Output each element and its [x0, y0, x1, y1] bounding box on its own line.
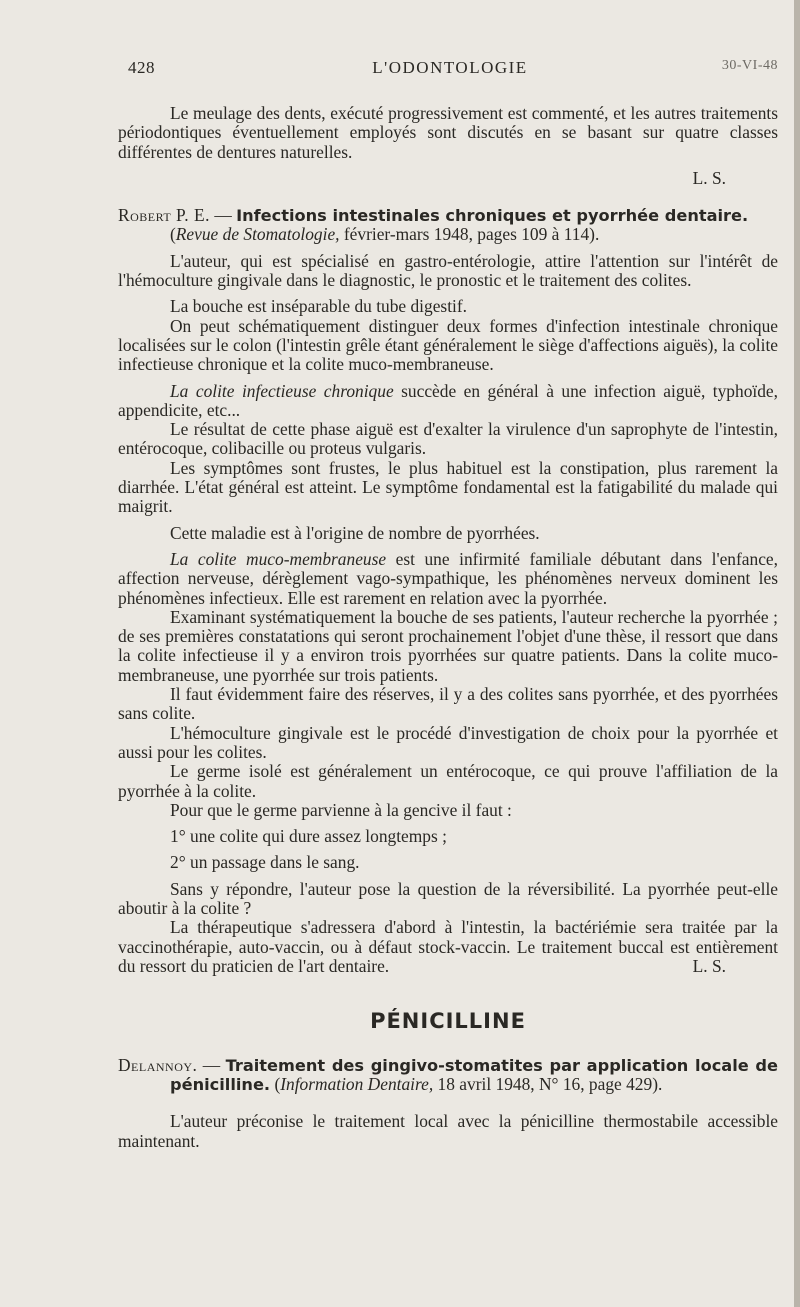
review2-paragraph: Il faut évidemment faire des réserves, il y a des colites sans pyorrhée, et des pyorrhées sans colite. — [118, 684, 778, 724]
review2-paragraph: Le résultat de cette phase aiguë est d'exalter la virulence d'un saprophyte de l'intestin, entérocoque, colibacille ou proteus vulgaris. — [118, 419, 778, 459]
paragraph-text: succède en général à une infection aiguë, typhoïde, appendicite, etc... — [118, 380, 778, 420]
review3-citation — [118, 1056, 778, 1095]
review2-author: Robert P. E. — [118, 205, 210, 226]
review2-paragraph: Sans y répondre, l'auteur pose la question de la réversibilité. La pyorrhée peut-elle aboutir à la colite ? — [118, 878, 778, 918]
review2-source-open: ( — [170, 224, 176, 245]
review1-signature: L. S. — [692, 167, 726, 188]
review3-paragraph: L'auteur préconise le traitement local avec la pénicilline thermostabile accessible maintenant. — [118, 1111, 778, 1151]
review2-paragraph: Examinant systématiquement la bouche de ses patients, l'auteur recherche la pyorrhée ; de ses premières constatations qui seront prochainement l'objet d'une thèse, il ressort que dans la colite infectieuse il y a environ trois pyorrhées sur quatre patients. Dans la colite muco-membraneuse, une pyorrhée sur trois patients. — [118, 606, 778, 685]
review2-source-journal: Revue de Stomatologie, — [175, 224, 340, 245]
review2-citation — [118, 206, 778, 245]
review2-paragraph: L'hémoculture gingivale est le procédé d'investigation de choix pour la pyorrhée et aussi pour les colites. — [118, 722, 778, 762]
review3-dash: — — [197, 1054, 226, 1075]
review2-title: Infections intestinales chroniques et pyorrhée dentaire. — [236, 206, 749, 226]
page-edge — [794, 0, 800, 1307]
paragraph-text: est une infirmité familiale débutant dans l'enfance, affection nerveuse, dérèglement vago-sympathique, les phénomènes nerveux dominent les phénomènes infectieux. Elle est rarement en relation avec la pyorrhée. — [118, 548, 778, 608]
review3-author: Delannoy. — [118, 1054, 198, 1075]
review2-signature: L. S. — [692, 956, 726, 977]
review2-paragraph: Pour que le germe parvienne à la gencive il faut : — [170, 799, 512, 820]
review2-last-paragraph: La thérapeutique s'adressera d'abord à l'intestin, la bactériémie sera traitée par la vaccinothérapie, auto-vaccin, ou à défaut stock-vaccin. Le traitement buccal est entièrement du ressort du praticien de l'art dentaire. — [118, 917, 778, 976]
review2-paragraph: Cette maladie est à l'origine de nombre de pyorrhées. — [170, 522, 540, 543]
review3-title: Traitement des gingivo-stomatites par application locale de pénicilline. — [170, 1055, 778, 1095]
review3-source-rest: 18 avril 1948, N° 16, page 429). — [433, 1074, 663, 1095]
review2-dash: — — [209, 205, 237, 226]
review2-paragraph: On peut schématiquement distinguer deux formes d'infection intestinale chronique localisées sur le colon (l'intestin grêle étant généralement le siège d'affections aiguës), la colite infectieuse chronique et la colite muco-membraneuse. — [118, 315, 778, 375]
date-mark: 30-VI-48 — [721, 58, 778, 73]
review2-paragraph: La bouche est inséparable du tube digestif. — [170, 296, 467, 317]
review2-paragraph: Le germe isolé est généralement un entérocoque, ce qui prouve l'affiliation de la pyorrhée à la colite. — [118, 761, 778, 801]
review2-paragraph: L'auteur, qui est spécialisé en gastro-entérologie, attire l'attention sur l'intérêt de l'hémoculture gingivale dans le diagnostic, le pronostic et le traitement des colites. — [118, 250, 778, 291]
page-body — [118, 104, 778, 1151]
review2-paragraph — [118, 382, 778, 421]
review3-source-journal: Information Dentaire, — [280, 1074, 434, 1095]
review2-paragraph: Les symptômes sont frustes, le plus habituel est la constipation, plus rarement la diarrhée. L'état général est atteint. Le symptôme fondamental est la fatigabilité du malade qui maigrit. — [118, 457, 778, 517]
review3-source-open: ( — [270, 1074, 281, 1095]
italic-term: La colite infectieuse chronique — [170, 380, 394, 401]
running-header — [118, 58, 782, 82]
review2-paragraph — [118, 550, 778, 608]
page-number: 428 — [128, 58, 155, 77]
review2-list-item: 1° une colite qui dure assez longtemps ; — [170, 826, 447, 847]
journal-title: L'ODONTOLOGIE — [372, 58, 528, 77]
section-heading: PÉNICILLINE — [370, 1009, 526, 1034]
review1-text: Le meulage des dents, exécuté progressivement est commenté, et les autres traitements périodontiques éventuellement employés sont discutés en se basant sur quatre classes différentes de dentures naturelles. — [118, 103, 778, 162]
review2-source-rest: février-mars 1948, pages 109 à 114). — [339, 224, 600, 245]
italic-term: La colite muco-membraneuse — [170, 548, 387, 569]
review2-list-item: 2° un passage dans le sang. — [170, 852, 360, 873]
